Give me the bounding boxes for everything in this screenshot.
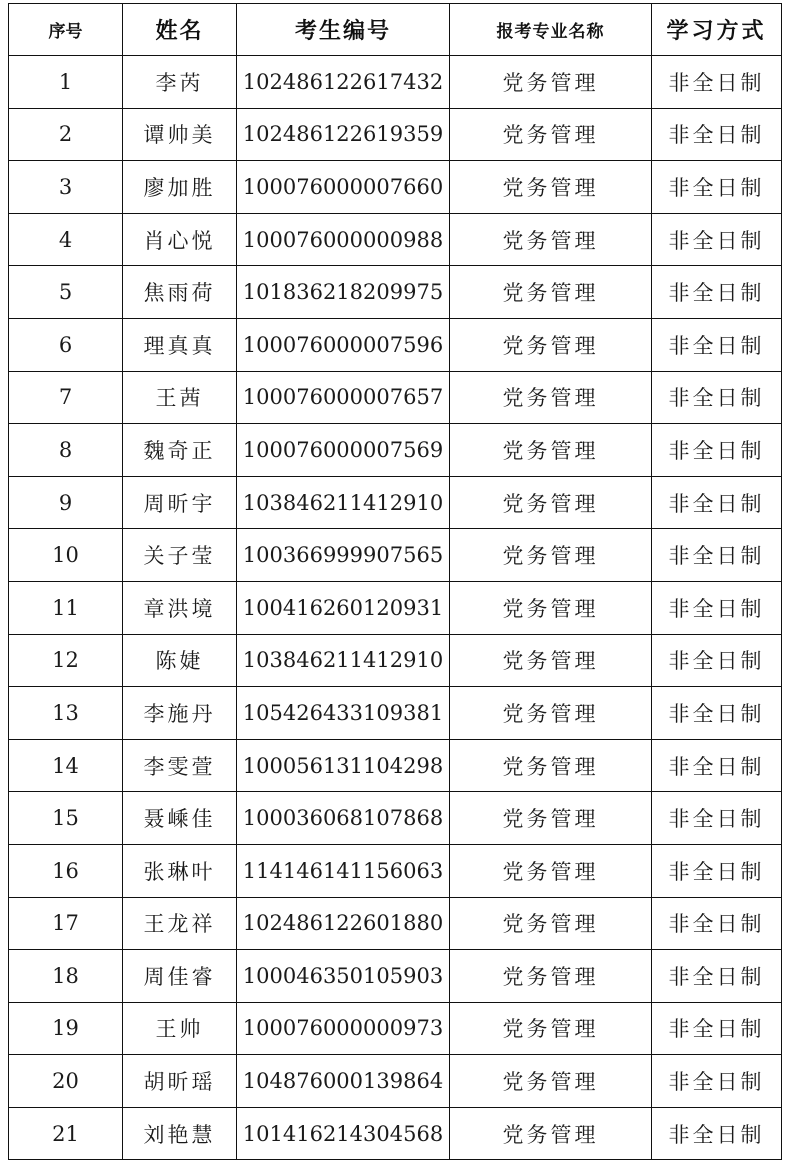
cell-exam-id: 105426433109381 bbox=[237, 687, 450, 740]
cell-seq: 10 bbox=[9, 529, 123, 582]
cell-seq: 17 bbox=[9, 897, 123, 950]
cell-study-mode: 非全日制 bbox=[652, 950, 782, 1003]
cell-study-mode: 非全日制 bbox=[652, 581, 782, 634]
table-row bbox=[9, 844, 782, 897]
cell-name: 李施丹 bbox=[123, 687, 237, 740]
table-row bbox=[9, 634, 782, 687]
cell-exam-id: 100076000007660 bbox=[237, 161, 450, 214]
cell-seq: 8 bbox=[9, 424, 123, 477]
cell-exam-id: 100076000000973 bbox=[237, 1002, 450, 1055]
table-body bbox=[9, 56, 782, 1160]
cell-study-mode: 非全日制 bbox=[652, 1002, 782, 1055]
cell-seq: 19 bbox=[9, 1002, 123, 1055]
table-row bbox=[9, 318, 782, 371]
cell-major: 党务管理 bbox=[450, 1055, 652, 1108]
cell-major: 党务管理 bbox=[450, 318, 652, 371]
cell-exam-id: 100076000000988 bbox=[237, 213, 450, 266]
cell-name: 章洪境 bbox=[123, 581, 237, 634]
table-header bbox=[9, 4, 782, 56]
header-row bbox=[9, 4, 782, 56]
table-row bbox=[9, 476, 782, 529]
cell-exam-id: 100056131104298 bbox=[237, 739, 450, 792]
cell-name: 周佳睿 bbox=[123, 950, 237, 1003]
cell-study-mode: 非全日制 bbox=[652, 687, 782, 740]
cell-major: 党务管理 bbox=[450, 424, 652, 477]
cell-exam-id: 103846211412910 bbox=[237, 476, 450, 529]
cell-study-mode: 非全日制 bbox=[652, 634, 782, 687]
table-row bbox=[9, 687, 782, 740]
cell-seq: 15 bbox=[9, 792, 123, 845]
cell-study-mode: 非全日制 bbox=[652, 424, 782, 477]
cell-name: 王茜 bbox=[123, 371, 237, 424]
cell-exam-id: 100076000007569 bbox=[237, 424, 450, 477]
cell-major: 党务管理 bbox=[450, 371, 652, 424]
cell-study-mode: 非全日制 bbox=[652, 529, 782, 582]
cell-seq: 14 bbox=[9, 739, 123, 792]
table-row bbox=[9, 581, 782, 634]
cell-seq: 2 bbox=[9, 108, 123, 161]
cell-name: 胡昕瑶 bbox=[123, 1055, 237, 1108]
admission-roster-table bbox=[8, 3, 782, 1160]
table-row bbox=[9, 792, 782, 845]
cell-exam-id: 100036068107868 bbox=[237, 792, 450, 845]
cell-exam-id: 104876000139864 bbox=[237, 1055, 450, 1108]
cell-major: 党务管理 bbox=[450, 476, 652, 529]
cell-exam-id: 100076000007596 bbox=[237, 318, 450, 371]
table-row bbox=[9, 529, 782, 582]
cell-major: 党务管理 bbox=[450, 634, 652, 687]
cell-exam-id: 100366999907565 bbox=[237, 529, 450, 582]
cell-name: 关子莹 bbox=[123, 529, 237, 582]
table-row bbox=[9, 1107, 782, 1160]
cell-seq: 7 bbox=[9, 371, 123, 424]
cell-name: 陈婕 bbox=[123, 634, 237, 687]
cell-study-mode: 非全日制 bbox=[652, 371, 782, 424]
cell-name: 聂嵊佳 bbox=[123, 792, 237, 845]
cell-study-mode: 非全日制 bbox=[652, 161, 782, 214]
cell-study-mode: 非全日制 bbox=[652, 266, 782, 319]
cell-exam-id: 100076000007657 bbox=[237, 371, 450, 424]
cell-study-mode: 非全日制 bbox=[652, 897, 782, 950]
cell-seq: 18 bbox=[9, 950, 123, 1003]
table-row bbox=[9, 897, 782, 950]
cell-name: 肖心悦 bbox=[123, 213, 237, 266]
cell-seq: 3 bbox=[9, 161, 123, 214]
cell-major: 党务管理 bbox=[450, 687, 652, 740]
cell-major: 党务管理 bbox=[450, 108, 652, 161]
table-row bbox=[9, 108, 782, 161]
cell-study-mode: 非全日制 bbox=[652, 1107, 782, 1160]
header-exam-id: 考生编号 bbox=[237, 4, 450, 56]
cell-seq: 9 bbox=[9, 476, 123, 529]
cell-exam-id: 102486122617432 bbox=[237, 56, 450, 109]
header-study-mode: 学习方式 bbox=[652, 4, 782, 56]
cell-name: 王帅 bbox=[123, 1002, 237, 1055]
cell-seq: 12 bbox=[9, 634, 123, 687]
cell-study-mode: 非全日制 bbox=[652, 318, 782, 371]
table-row bbox=[9, 161, 782, 214]
cell-exam-id: 101416214304568 bbox=[237, 1107, 450, 1160]
cell-study-mode: 非全日制 bbox=[652, 56, 782, 109]
cell-name: 谭帅美 bbox=[123, 108, 237, 161]
cell-seq: 1 bbox=[9, 56, 123, 109]
cell-seq: 11 bbox=[9, 581, 123, 634]
cell-major: 党务管理 bbox=[450, 529, 652, 582]
cell-exam-id: 100416260120931 bbox=[237, 581, 450, 634]
cell-major: 党务管理 bbox=[450, 844, 652, 897]
cell-seq: 4 bbox=[9, 213, 123, 266]
cell-name: 魏奇正 bbox=[123, 424, 237, 477]
cell-exam-id: 102486122601880 bbox=[237, 897, 450, 950]
header-major: 报考专业名称 bbox=[450, 4, 652, 56]
table-row bbox=[9, 739, 782, 792]
cell-seq: 6 bbox=[9, 318, 123, 371]
cell-major: 党务管理 bbox=[450, 950, 652, 1003]
table-row bbox=[9, 213, 782, 266]
cell-name: 李芮 bbox=[123, 56, 237, 109]
cell-study-mode: 非全日制 bbox=[652, 213, 782, 266]
cell-study-mode: 非全日制 bbox=[652, 739, 782, 792]
cell-exam-id: 103846211412910 bbox=[237, 634, 450, 687]
cell-major: 党务管理 bbox=[450, 1107, 652, 1160]
table-row bbox=[9, 950, 782, 1003]
cell-name: 理真真 bbox=[123, 318, 237, 371]
cell-major: 党务管理 bbox=[450, 792, 652, 845]
cell-name: 焦雨荷 bbox=[123, 266, 237, 319]
header-seq: 序号 bbox=[9, 4, 123, 56]
table-row bbox=[9, 371, 782, 424]
cell-exam-id: 102486122619359 bbox=[237, 108, 450, 161]
cell-name: 王龙祥 bbox=[123, 897, 237, 950]
cell-major: 党务管理 bbox=[450, 897, 652, 950]
header-name: 姓名 bbox=[123, 4, 237, 56]
cell-seq: 5 bbox=[9, 266, 123, 319]
table-row bbox=[9, 56, 782, 109]
cell-major: 党务管理 bbox=[450, 213, 652, 266]
cell-major: 党务管理 bbox=[450, 739, 652, 792]
table-row bbox=[9, 1002, 782, 1055]
cell-name: 李雯萱 bbox=[123, 739, 237, 792]
cell-seq: 16 bbox=[9, 844, 123, 897]
cell-major: 党务管理 bbox=[450, 1002, 652, 1055]
cell-name: 周昕宇 bbox=[123, 476, 237, 529]
cell-study-mode: 非全日制 bbox=[652, 476, 782, 529]
cell-seq: 21 bbox=[9, 1107, 123, 1160]
cell-name: 刘艳慧 bbox=[123, 1107, 237, 1160]
table-row bbox=[9, 266, 782, 319]
cell-name: 廖加胜 bbox=[123, 161, 237, 214]
cell-major: 党务管理 bbox=[450, 581, 652, 634]
cell-study-mode: 非全日制 bbox=[652, 1055, 782, 1108]
cell-exam-id: 114146141156063 bbox=[237, 844, 450, 897]
cell-name: 张琳叶 bbox=[123, 844, 237, 897]
cell-study-mode: 非全日制 bbox=[652, 108, 782, 161]
cell-major: 党务管理 bbox=[450, 161, 652, 214]
cell-major: 党务管理 bbox=[450, 56, 652, 109]
table-row bbox=[9, 424, 782, 477]
cell-study-mode: 非全日制 bbox=[652, 792, 782, 845]
cell-seq: 20 bbox=[9, 1055, 123, 1108]
cell-exam-id: 100046350105903 bbox=[237, 950, 450, 1003]
cell-major: 党务管理 bbox=[450, 266, 652, 319]
cell-seq: 13 bbox=[9, 687, 123, 740]
cell-study-mode: 非全日制 bbox=[652, 844, 782, 897]
table-row bbox=[9, 1055, 782, 1108]
cell-exam-id: 101836218209975 bbox=[237, 266, 450, 319]
